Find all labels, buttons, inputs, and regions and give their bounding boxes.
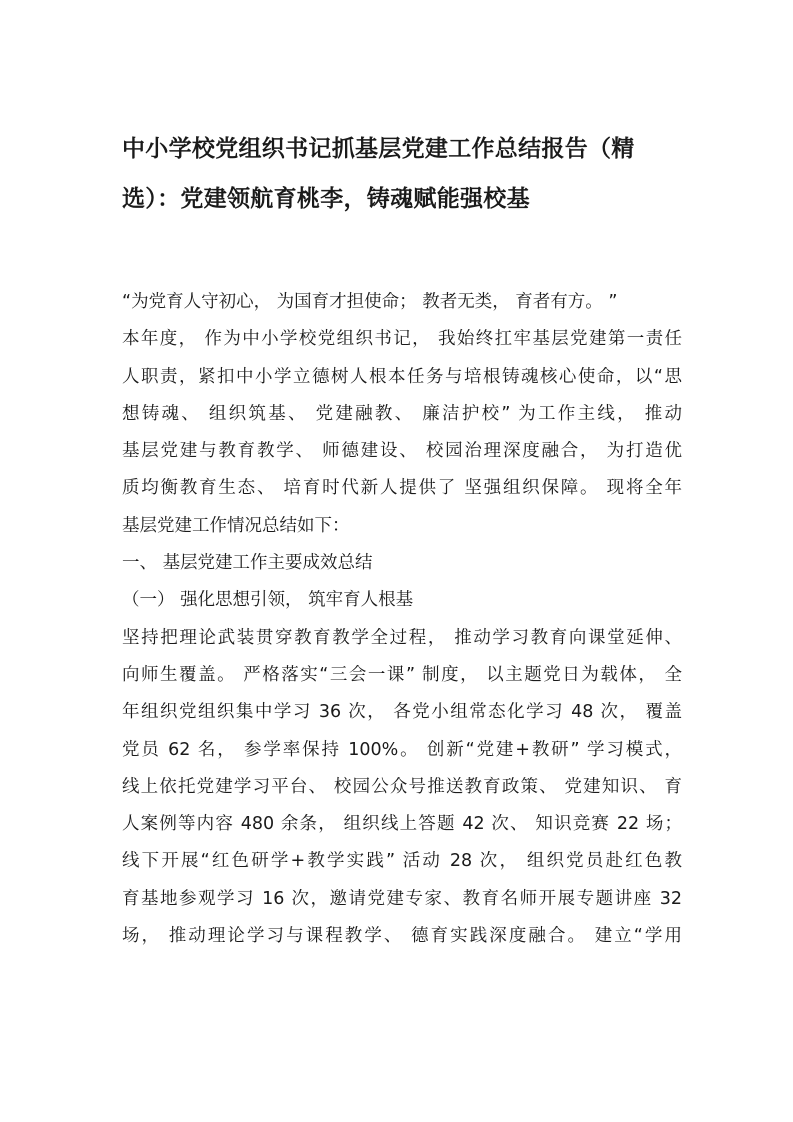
body-line: 线上依托党建学习平台、 校园公众号推送教育政策、 党建知识、 育	[122, 776, 682, 797]
body-line: 想铸魂、 组织筑基、 党建融教、 廉洁护校” 为工作主线， 推动	[122, 403, 682, 424]
body-line: 坚持把理论武装贯穿教育教学全过程， 推动学习教育向课堂延伸、	[122, 627, 682, 648]
body-line: 年组织党组织集中学习 36 次， 各党小组常态化学习 48 次， 覆盖	[122, 702, 682, 723]
body-line: 人案例等内容 480 余条， 组织线上答题 42 次、 知识竞赛 22 场；	[122, 814, 682, 835]
section-heading: 一、 基层党建工作主要成效总结	[122, 553, 373, 574]
body-line: 质均衡教育生态、 培育时代新人提供了 坚强组织保障。 现将全年	[122, 478, 682, 499]
document-body	[122, 284, 682, 955]
document-title	[122, 124, 682, 224]
body-line: 人职责，紧扣中小学立德树人根本任务与培根铸魂核心使命，以“思	[122, 366, 682, 387]
body-line: 线下开展“红色研学+教学实践” 活动 28 次， 组织党员赴红色教	[122, 851, 682, 872]
body-line: 育基地参观学习 16 次，邀请党建专家、教育名师开展专题讲座 32	[122, 888, 682, 909]
body-line-quote: “为党育人守初心， 为国育才担使命； 教者无类， 育者有方。 ”	[122, 292, 618, 312]
body-line: 向师生覆盖。 严格落实“三会一课” 制度， 以主题党日为载体， 全	[122, 664, 682, 685]
subsection-heading: （一） 强化思想引领， 筑牢育人根基	[122, 590, 414, 611]
body-line: 场， 推动理论学习与课程教学、 德育实践深度融合。 建立“学用	[122, 926, 682, 947]
body-line: 基层党建工作情况总结如下：	[122, 515, 350, 536]
title-line-1: 中小学校党组织书记抓基层党建工作总结报告（精	[122, 136, 635, 162]
body-line: 基层党建与教育教学、 师德建设、 校园治理深度融合， 为打造优	[122, 441, 682, 462]
body-line: 本年度， 作为中小学校党组织书记， 我始终扛牢基层党建第一责任	[122, 329, 682, 350]
title-line-2: 选）：党建领航育桃李，铸魂赋能强校基	[122, 186, 530, 212]
body-line: 党员 62 名， 参学率保持 100%。 创新“党建+教研” 学习模式，	[122, 739, 682, 760]
